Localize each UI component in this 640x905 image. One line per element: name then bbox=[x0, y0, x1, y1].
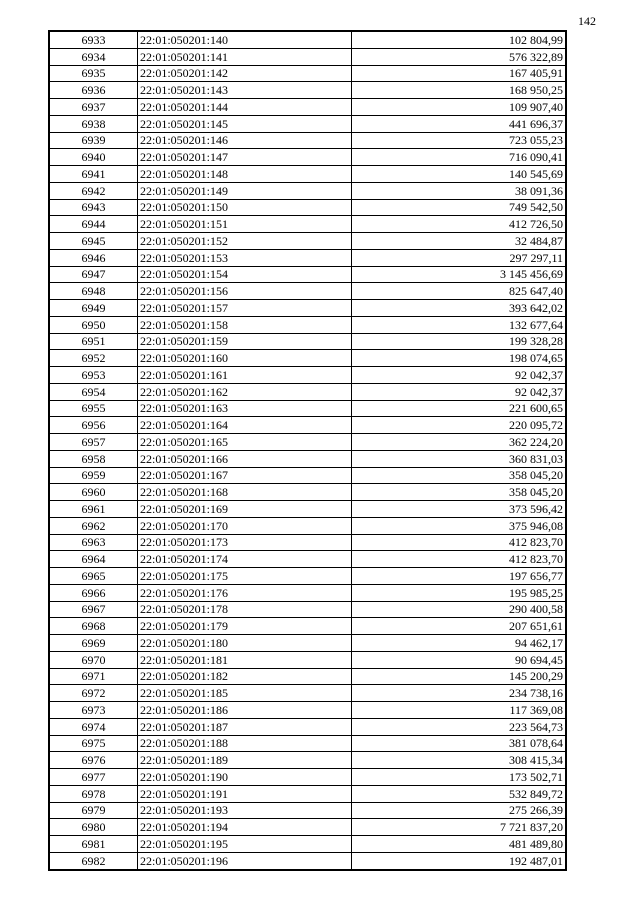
row-number-cell: 6948 bbox=[49, 283, 138, 300]
value-cell: 32 484,87 bbox=[352, 233, 567, 250]
row-number-cell: 6980 bbox=[49, 819, 138, 836]
row-number-cell: 6962 bbox=[49, 517, 138, 534]
row-number-cell: 6952 bbox=[49, 350, 138, 367]
table-row bbox=[49, 718, 566, 735]
row-number-cell: 6977 bbox=[49, 769, 138, 786]
table-row bbox=[49, 752, 566, 769]
table-row bbox=[49, 182, 566, 199]
row-number-cell: 6978 bbox=[49, 785, 138, 802]
value-cell: 145 200,29 bbox=[352, 668, 567, 685]
cadastral-number-cell: 22:01:050201:151 bbox=[138, 216, 352, 233]
value-cell: 199 328,28 bbox=[352, 333, 567, 350]
value-cell: 412 726,50 bbox=[352, 216, 567, 233]
table-row bbox=[49, 467, 566, 484]
cadastral-number-cell: 22:01:050201:142 bbox=[138, 65, 352, 82]
table-row bbox=[49, 48, 566, 65]
value-cell: 412 823,70 bbox=[352, 534, 567, 551]
table-row bbox=[49, 400, 566, 417]
cadastral-number-cell: 22:01:050201:154 bbox=[138, 266, 352, 283]
row-number-cell: 6967 bbox=[49, 601, 138, 618]
row-number-cell: 6954 bbox=[49, 383, 138, 400]
cadastral-number-cell: 22:01:050201:153 bbox=[138, 249, 352, 266]
cadastral-number-cell: 22:01:050201:157 bbox=[138, 300, 352, 317]
table-row bbox=[49, 31, 566, 48]
cadastral-number-cell: 22:01:050201:188 bbox=[138, 735, 352, 752]
table-row bbox=[49, 685, 566, 702]
value-cell: 297 297,11 bbox=[352, 249, 567, 266]
value-cell: 481 489,80 bbox=[352, 836, 567, 853]
row-number-cell: 6965 bbox=[49, 568, 138, 585]
row-number-cell: 6981 bbox=[49, 836, 138, 853]
cadastral-number-cell: 22:01:050201:143 bbox=[138, 82, 352, 99]
row-number-cell: 6944 bbox=[49, 216, 138, 233]
table-row bbox=[49, 434, 566, 451]
registry-table bbox=[48, 30, 567, 871]
table-row bbox=[49, 735, 566, 752]
cadastral-number-cell: 22:01:050201:191 bbox=[138, 785, 352, 802]
value-cell: 825 647,40 bbox=[352, 283, 567, 300]
table-row bbox=[49, 852, 566, 869]
row-number-cell: 6956 bbox=[49, 417, 138, 434]
value-cell: 220 095,72 bbox=[352, 417, 567, 434]
row-number-cell: 6961 bbox=[49, 501, 138, 518]
value-cell: 375 946,08 bbox=[352, 517, 567, 534]
row-number-cell: 6953 bbox=[49, 367, 138, 384]
value-cell: 38 091,36 bbox=[352, 182, 567, 199]
value-cell: 723 055,23 bbox=[352, 132, 567, 149]
row-number-cell: 6970 bbox=[49, 651, 138, 668]
row-number-cell: 6950 bbox=[49, 316, 138, 333]
table-row bbox=[49, 65, 566, 82]
value-cell: 94 462,17 bbox=[352, 635, 567, 652]
cadastral-number-cell: 22:01:050201:194 bbox=[138, 819, 352, 836]
cadastral-number-cell: 22:01:050201:181 bbox=[138, 651, 352, 668]
row-number-cell: 6951 bbox=[49, 333, 138, 350]
table-row bbox=[49, 668, 566, 685]
value-cell: 381 078,64 bbox=[352, 735, 567, 752]
value-cell: 90 694,45 bbox=[352, 651, 567, 668]
row-number-cell: 6969 bbox=[49, 635, 138, 652]
cadastral-number-cell: 22:01:050201:182 bbox=[138, 668, 352, 685]
cadastral-number-cell: 22:01:050201:173 bbox=[138, 534, 352, 551]
value-cell: 412 823,70 bbox=[352, 551, 567, 568]
table-row bbox=[49, 785, 566, 802]
table-row bbox=[49, 82, 566, 99]
row-number-cell: 6974 bbox=[49, 718, 138, 735]
row-number-cell: 6966 bbox=[49, 584, 138, 601]
row-number-cell: 6963 bbox=[49, 534, 138, 551]
value-cell: 373 596,42 bbox=[352, 501, 567, 518]
table-row bbox=[49, 115, 566, 132]
cadastral-number-cell: 22:01:050201:144 bbox=[138, 99, 352, 116]
cadastral-number-cell: 22:01:050201:169 bbox=[138, 501, 352, 518]
cadastral-number-cell: 22:01:050201:140 bbox=[138, 31, 352, 48]
value-cell: 290 400,58 bbox=[352, 601, 567, 618]
row-number-cell: 6971 bbox=[49, 668, 138, 685]
cadastral-number-cell: 22:01:050201:185 bbox=[138, 685, 352, 702]
cadastral-number-cell: 22:01:050201:159 bbox=[138, 333, 352, 350]
cadastral-number-cell: 22:01:050201:178 bbox=[138, 601, 352, 618]
value-cell: 195 985,25 bbox=[352, 584, 567, 601]
cadastral-number-cell: 22:01:050201:166 bbox=[138, 450, 352, 467]
table-row bbox=[49, 702, 566, 719]
table-row bbox=[49, 383, 566, 400]
row-number-cell: 6940 bbox=[49, 149, 138, 166]
row-number-cell: 6937 bbox=[49, 99, 138, 116]
cadastral-number-cell: 22:01:050201:167 bbox=[138, 467, 352, 484]
row-number-cell: 6973 bbox=[49, 702, 138, 719]
table-row bbox=[49, 350, 566, 367]
cadastral-number-cell: 22:01:050201:187 bbox=[138, 718, 352, 735]
row-number-cell: 6958 bbox=[49, 450, 138, 467]
row-number-cell: 6935 bbox=[49, 65, 138, 82]
value-cell: 360 831,03 bbox=[352, 450, 567, 467]
cadastral-number-cell: 22:01:050201:190 bbox=[138, 769, 352, 786]
cadastral-number-cell: 22:01:050201:147 bbox=[138, 149, 352, 166]
cadastral-number-cell: 22:01:050201:189 bbox=[138, 752, 352, 769]
cadastral-number-cell: 22:01:050201:193 bbox=[138, 802, 352, 819]
cadastral-number-cell: 22:01:050201:164 bbox=[138, 417, 352, 434]
value-cell: 173 502,71 bbox=[352, 769, 567, 786]
row-number-cell: 6939 bbox=[49, 132, 138, 149]
table-row bbox=[49, 534, 566, 551]
table-row bbox=[49, 601, 566, 618]
cadastral-number-cell: 22:01:050201:150 bbox=[138, 199, 352, 216]
cadastral-number-cell: 22:01:050201:156 bbox=[138, 283, 352, 300]
value-cell: 308 415,34 bbox=[352, 752, 567, 769]
cadastral-number-cell: 22:01:050201:162 bbox=[138, 383, 352, 400]
cadastral-number-cell: 22:01:050201:180 bbox=[138, 635, 352, 652]
table-row bbox=[49, 819, 566, 836]
cadastral-number-cell: 22:01:050201:175 bbox=[138, 568, 352, 585]
table-row bbox=[49, 99, 566, 116]
row-number-cell: 6941 bbox=[49, 166, 138, 183]
value-cell: 117 369,08 bbox=[352, 702, 567, 719]
cadastral-number-cell: 22:01:050201:158 bbox=[138, 316, 352, 333]
row-number-cell: 6947 bbox=[49, 266, 138, 283]
row-number-cell: 6976 bbox=[49, 752, 138, 769]
value-cell: 532 849,72 bbox=[352, 785, 567, 802]
value-cell: 109 907,40 bbox=[352, 99, 567, 116]
value-cell: 749 542,50 bbox=[352, 199, 567, 216]
value-cell: 92 042,37 bbox=[352, 367, 567, 384]
value-cell: 362 224,20 bbox=[352, 434, 567, 451]
row-number-cell: 6942 bbox=[49, 182, 138, 199]
value-cell: 716 090,41 bbox=[352, 149, 567, 166]
cadastral-number-cell: 22:01:050201:196 bbox=[138, 852, 352, 869]
table-row bbox=[49, 199, 566, 216]
row-number-cell: 6933 bbox=[49, 31, 138, 48]
table-row bbox=[49, 132, 566, 149]
table-row bbox=[49, 266, 566, 283]
cadastral-number-cell: 22:01:050201:149 bbox=[138, 182, 352, 199]
table-row bbox=[49, 283, 566, 300]
table-row bbox=[49, 618, 566, 635]
value-cell: 102 804,99 bbox=[352, 31, 567, 48]
table-row bbox=[49, 517, 566, 534]
table-row bbox=[49, 584, 566, 601]
value-cell: 221 600,65 bbox=[352, 400, 567, 417]
cadastral-number-cell: 22:01:050201:186 bbox=[138, 702, 352, 719]
registry-table-body bbox=[49, 31, 566, 870]
cadastral-number-cell: 22:01:050201:170 bbox=[138, 517, 352, 534]
row-number-cell: 6975 bbox=[49, 735, 138, 752]
row-number-cell: 6945 bbox=[49, 233, 138, 250]
cadastral-number-cell: 22:01:050201:145 bbox=[138, 115, 352, 132]
row-number-cell: 6943 bbox=[49, 199, 138, 216]
value-cell: 167 405,91 bbox=[352, 65, 567, 82]
value-cell: 192 487,01 bbox=[352, 852, 567, 869]
page-number: 142 bbox=[578, 14, 596, 28]
row-number-cell: 6979 bbox=[49, 802, 138, 819]
row-number-cell: 6938 bbox=[49, 115, 138, 132]
value-cell: 393 642,02 bbox=[352, 300, 567, 317]
value-cell: 207 651,61 bbox=[352, 618, 567, 635]
table-row bbox=[49, 367, 566, 384]
table-row bbox=[49, 333, 566, 350]
table-row bbox=[49, 501, 566, 518]
value-cell: 358 045,20 bbox=[352, 467, 567, 484]
cadastral-number-cell: 22:01:050201:168 bbox=[138, 484, 352, 501]
row-number-cell: 6946 bbox=[49, 249, 138, 266]
table-row bbox=[49, 149, 566, 166]
table-row bbox=[49, 802, 566, 819]
table-row bbox=[49, 551, 566, 568]
cadastral-number-cell: 22:01:050201:141 bbox=[138, 48, 352, 65]
table-row bbox=[49, 450, 566, 467]
cadastral-number-cell: 22:01:050201:176 bbox=[138, 584, 352, 601]
table-row bbox=[49, 568, 566, 585]
table-row bbox=[49, 836, 566, 853]
cadastral-number-cell: 22:01:050201:165 bbox=[138, 434, 352, 451]
row-number-cell: 6959 bbox=[49, 467, 138, 484]
cadastral-number-cell: 22:01:050201:163 bbox=[138, 400, 352, 417]
value-cell: 198 074,65 bbox=[352, 350, 567, 367]
row-number-cell: 6934 bbox=[49, 48, 138, 65]
row-number-cell: 6936 bbox=[49, 82, 138, 99]
table-row bbox=[49, 316, 566, 333]
cadastral-number-cell: 22:01:050201:146 bbox=[138, 132, 352, 149]
table-row bbox=[49, 216, 566, 233]
table-row bbox=[49, 233, 566, 250]
value-cell: 7 721 837,20 bbox=[352, 819, 567, 836]
row-number-cell: 6964 bbox=[49, 551, 138, 568]
cadastral-number-cell: 22:01:050201:179 bbox=[138, 618, 352, 635]
value-cell: 275 266,39 bbox=[352, 802, 567, 819]
cadastral-number-cell: 22:01:050201:148 bbox=[138, 166, 352, 183]
row-number-cell: 6972 bbox=[49, 685, 138, 702]
table-row bbox=[49, 635, 566, 652]
row-number-cell: 6949 bbox=[49, 300, 138, 317]
value-cell: 223 564,73 bbox=[352, 718, 567, 735]
value-cell: 441 696,37 bbox=[352, 115, 567, 132]
cadastral-number-cell: 22:01:050201:174 bbox=[138, 551, 352, 568]
cadastral-number-cell: 22:01:050201:195 bbox=[138, 836, 352, 853]
value-cell: 358 045,20 bbox=[352, 484, 567, 501]
table-row bbox=[49, 417, 566, 434]
table-row bbox=[49, 769, 566, 786]
value-cell: 132 677,64 bbox=[352, 316, 567, 333]
row-number-cell: 6957 bbox=[49, 434, 138, 451]
table-row bbox=[49, 484, 566, 501]
value-cell: 3 145 456,69 bbox=[352, 266, 567, 283]
value-cell: 140 545,69 bbox=[352, 166, 567, 183]
value-cell: 197 656,77 bbox=[352, 568, 567, 585]
value-cell: 576 322,89 bbox=[352, 48, 567, 65]
value-cell: 168 950,25 bbox=[352, 82, 567, 99]
cadastral-number-cell: 22:01:050201:160 bbox=[138, 350, 352, 367]
row-number-cell: 6955 bbox=[49, 400, 138, 417]
row-number-cell: 6968 bbox=[49, 618, 138, 635]
value-cell: 234 738,16 bbox=[352, 685, 567, 702]
table-row bbox=[49, 651, 566, 668]
table-row bbox=[49, 249, 566, 266]
table-row bbox=[49, 166, 566, 183]
table-row bbox=[49, 300, 566, 317]
value-cell: 92 042,37 bbox=[352, 383, 567, 400]
cadastral-number-cell: 22:01:050201:161 bbox=[138, 367, 352, 384]
cadastral-number-cell: 22:01:050201:152 bbox=[138, 233, 352, 250]
row-number-cell: 6960 bbox=[49, 484, 138, 501]
row-number-cell: 6982 bbox=[49, 852, 138, 869]
